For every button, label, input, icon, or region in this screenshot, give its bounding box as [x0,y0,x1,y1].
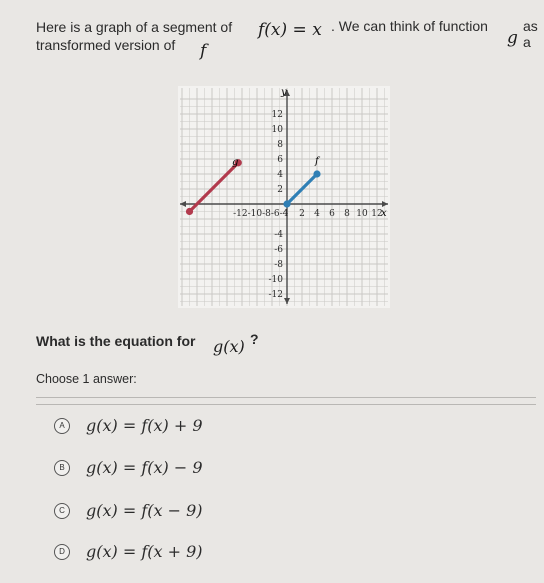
question-text [36,333,195,349]
intro-text-part1: Here is a graph of a segment of [36,19,233,35]
y-tick-label: 8 [277,140,283,150]
x-axis-label: x [381,208,387,219]
divider [36,397,536,398]
g-segment-endpoint [186,208,193,215]
f-segment-endpoint [313,170,320,177]
g-curve-label: g [232,157,239,168]
choice-b-letter: B [54,460,70,476]
f-segment-endpoint [283,200,290,207]
f-curve-label: f [315,156,319,167]
question-prefix: What is the equation for [36,333,196,349]
y-tick-label: 2 [277,185,283,195]
x-tick-label: 6 [329,209,335,219]
choice-a[interactable] [54,416,203,435]
choice-c-letter: C [54,503,70,519]
y-axis-label: y [281,87,287,98]
coordinate-graph [178,86,390,308]
y-tick-label: -12 [268,290,283,300]
question-suffix: ? [250,331,259,347]
choice-c-equation: g(x) = f(x − 9) [86,501,203,520]
x-tick-label: 2 [299,209,305,219]
choice-b-equation: g(x) = f(x) − 9 [86,458,203,477]
x-tick-label: 10 [356,209,368,219]
f-definition: f(x) = x [258,20,322,40]
question-math: g(x) [213,337,245,356]
intro-text-part2: . We can think of function [331,18,488,34]
x-tick-label-negative: -12-10-8-6-4 [233,209,289,219]
choice-a-equation: g(x) = f(x) + 9 [86,416,203,435]
intro-line2: transformed version of [36,37,176,53]
g-symbol: g [507,28,518,48]
intro-text [36,18,232,37]
choice-b[interactable] [54,458,203,477]
choice-d[interactable] [54,542,203,561]
y-tick-label: -10 [268,275,283,285]
y-tick-label: -8 [274,260,283,270]
x-tick-label: 8 [344,209,350,219]
y-tick-label: 10 [271,125,283,135]
x-tick-label: 4 [314,209,320,219]
intro-text-part3: as a [523,18,538,50]
y-tick-label: -4 [274,230,283,240]
divider [36,404,536,405]
y-tick-label: 4 [277,170,283,180]
choose-instruction: Choose 1 answer: [36,372,137,386]
y-tick-label: -6 [274,245,283,255]
f-symbol: f [200,41,207,61]
choice-d-letter: D [54,544,70,560]
y-tick-label: 12 [271,110,283,120]
choice-d-equation: g(x) = f(x + 9) [86,542,203,561]
graph-background [178,86,390,308]
x-tick-label: 12 [371,209,383,219]
y-tick-label: 6 [277,155,283,165]
choice-c[interactable] [54,501,203,520]
choice-a-letter: A [54,418,70,434]
